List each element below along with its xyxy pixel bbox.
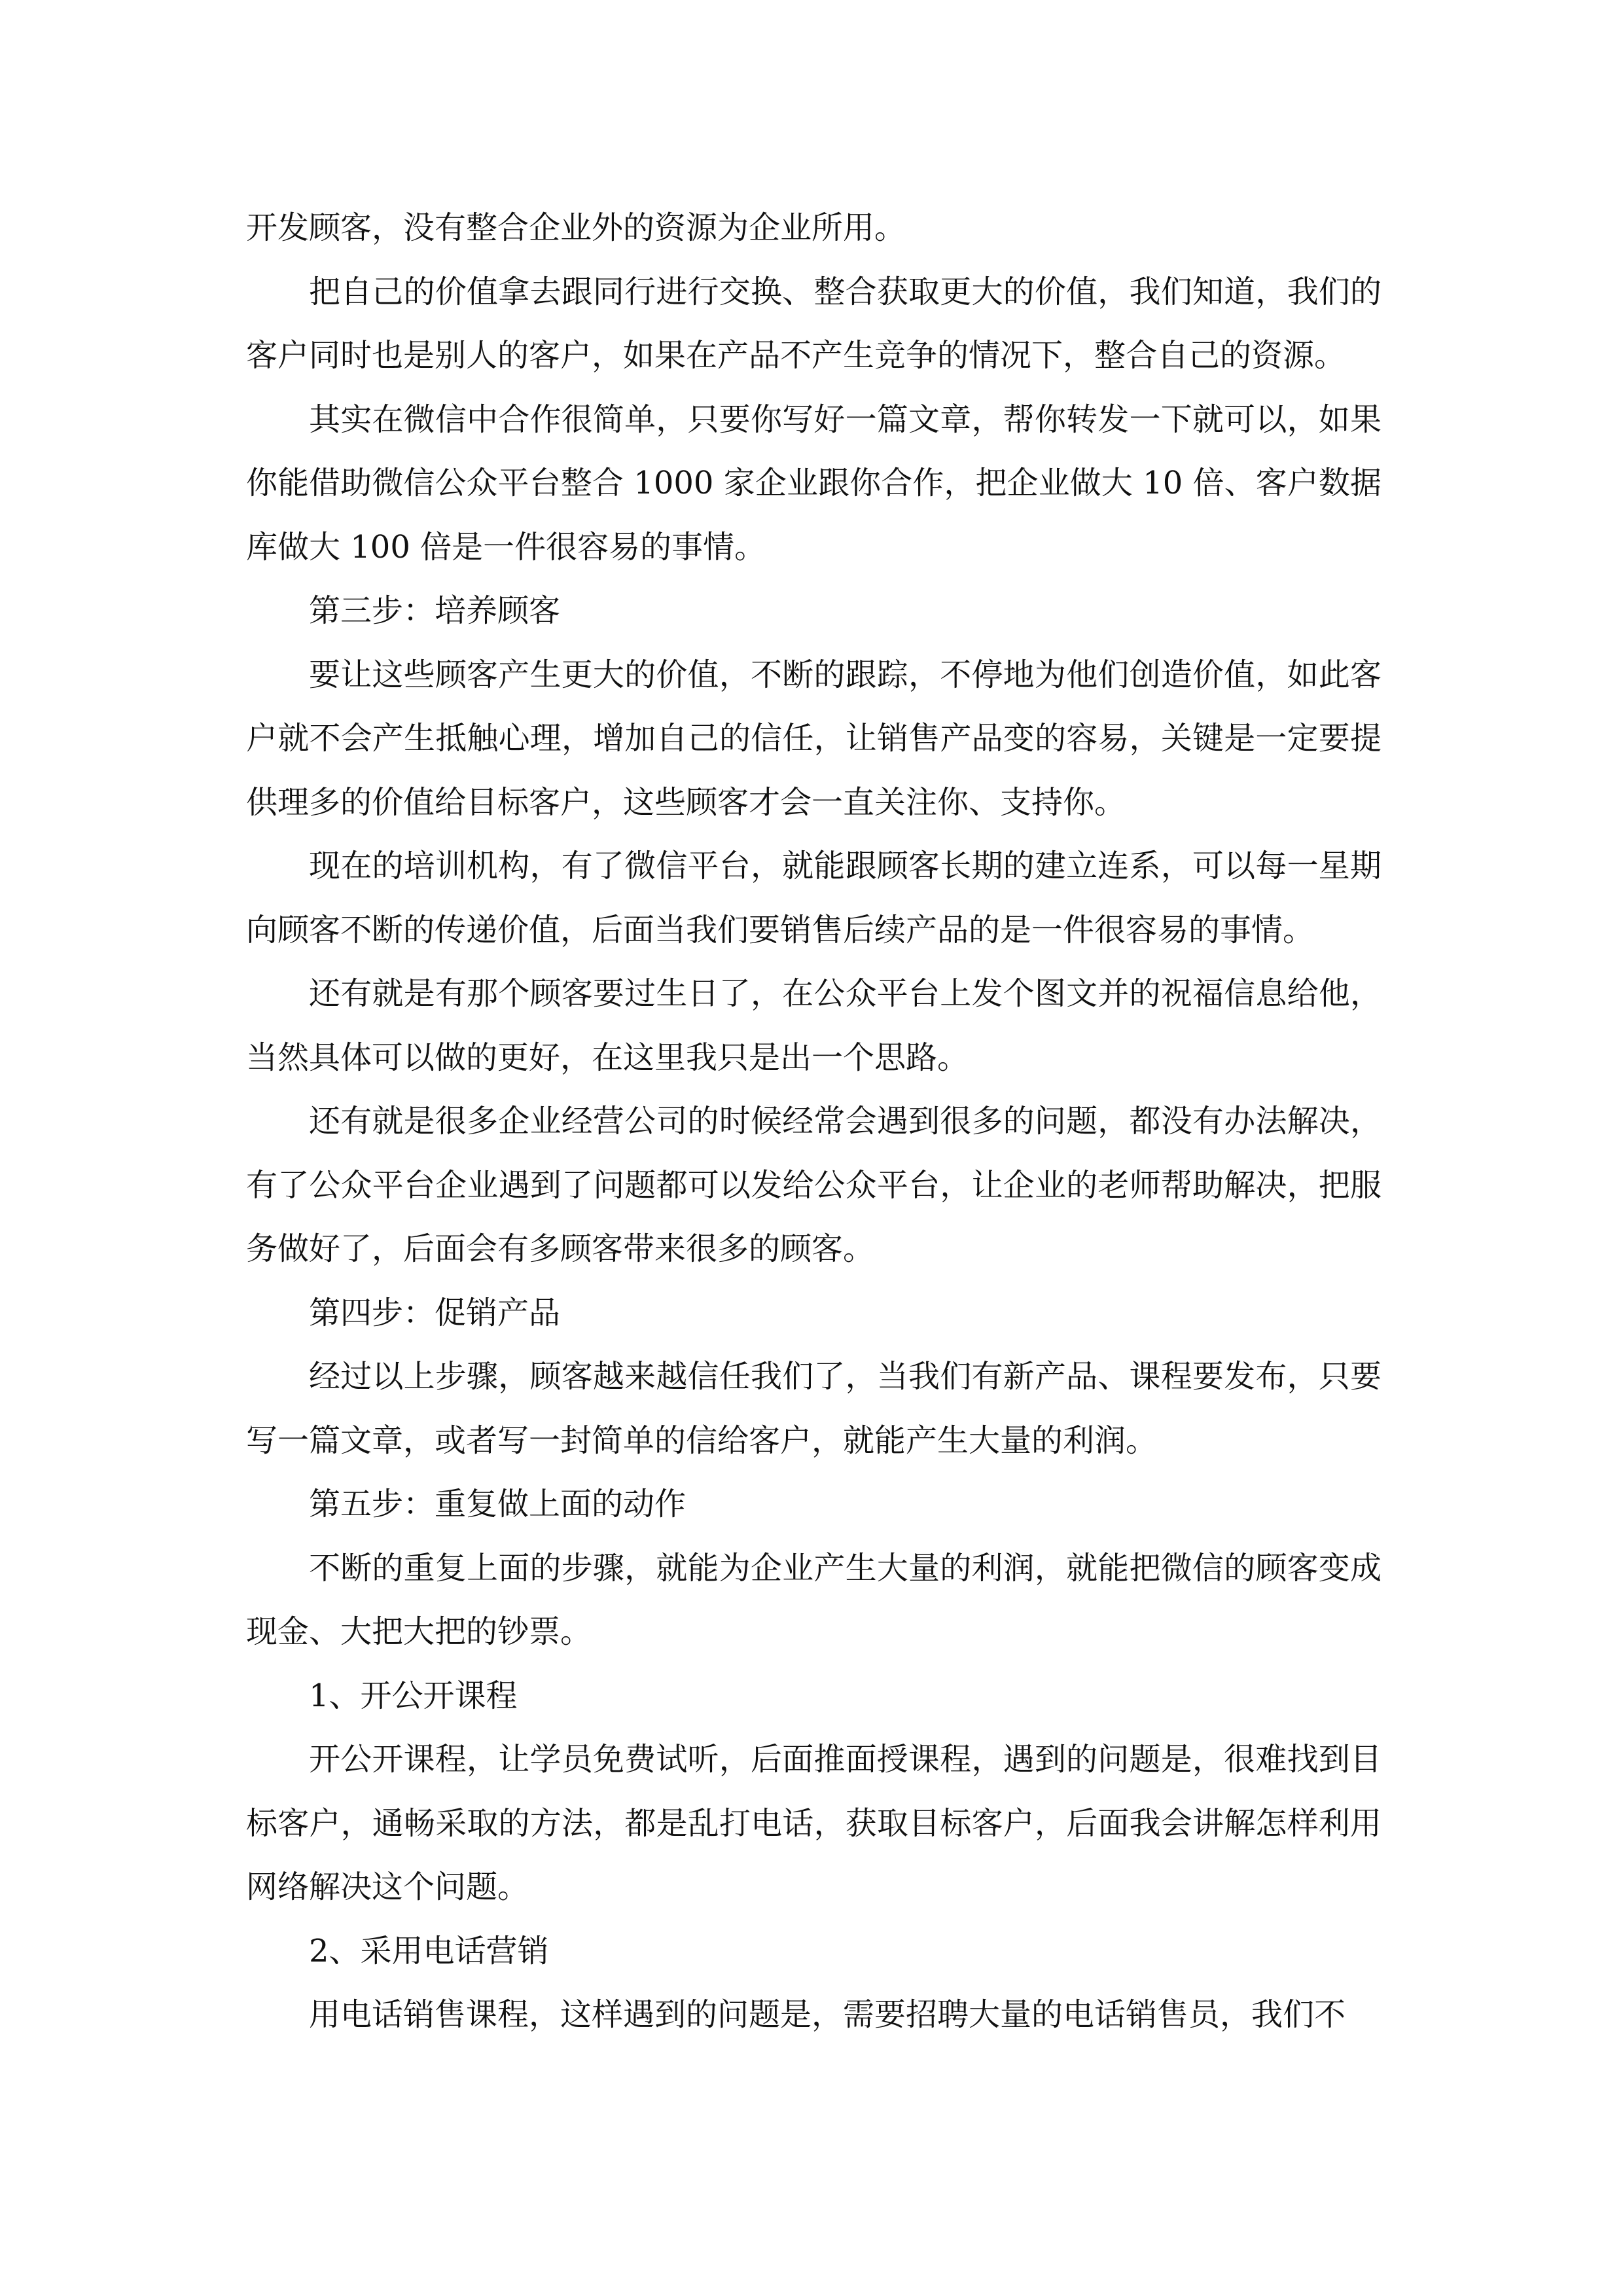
paragraph: 经过以上步骤，顾客越来越信任我们了，当我们有新产品、课程要发布，只要写一篇文章，或者写一封简单的信给客户，就能产生大量的利润。 — [246, 1358, 1382, 1459]
step-heading: 第四步：促销产品 — [309, 1294, 561, 1331]
document-body — [246, 196, 1382, 2047]
paragraph: 还有就是很多企业经营公司的时候经常会遇到很多的问题，都没有办法解决，有了公众平台企业遇到了问题都可以发给公众平台，让企业的老师帮助解决，把服务做好了，后面会有多顾客带来很多的顾客。 — [246, 1103, 1382, 1267]
paragraph: 还有就是有那个顾客要过生日了，在公众平台上发个图文并的祝福信息给他，当然具体可以做的更好，在这里我只是出一个思路。 — [246, 975, 1382, 1076]
paragraph: 现在的培训机构，有了微信平台，就能跟顾客长期的建立连系，可以每一星期向顾客不断的传递价值，后面当我们要销售后续产品的是一件很容易的事情。 — [246, 848, 1382, 948]
paragraph-continuation: 开发顾客，没有整合企业外的资源为企业所用。 — [246, 209, 906, 246]
numbered-heading: 1、开公开课程 — [309, 1677, 518, 1714]
step-heading: 第三步：培养顾客 — [309, 592, 561, 629]
paragraph: 要让这些顾客产生更大的价值，不断的跟踪，不停地为他们创造价值，如此客户就不会产生抵触心理，增加自己的信任，让销售产品变的容易，关键是一定要提供理多的价值给目标客户，这些顾客才会一直关注你、支持你。 — [246, 656, 1382, 821]
paragraph: 开公开课程，让学员免费试听，后面推面授课程，遇到的问题是，很难找到目标客户，通畅采取的方法，都是乱打电话，获取目标客户，后面我会讲解怎样利用网络解决这个问题。 — [246, 1741, 1382, 1905]
paragraph: 不断的重复上面的步骤，就能为企业产生大量的利润，就能把微信的顾客变成现金、大把大把的钞票。 — [246, 1549, 1382, 1650]
paragraph: 用电话销售课程，这样遇到的问题是，需要招聘大量的电话销售员，我们不 — [309, 1996, 1346, 2033]
paragraph: 其实在微信中合作很简单，只要你写好一篇文章，帮你转发一下就可以，如果你能借助微信公众平台整合 1000 家企业跟你合作，把企业做大 10 倍、客户数据库做大 100 倍是一件很容易的事情。 — [246, 401, 1382, 565]
step-heading: 第五步：重复做上面的动作 — [309, 1486, 687, 1522]
paragraph: 把自己的价值拿去跟同行进行交换、整合获取更大的价值，我们知道，我们的客户同时也是别人的客户，如果在产品不产生竞争的情况下，整合自己的资源。 — [246, 273, 1382, 374]
numbered-heading: 2、采用电话营销 — [309, 1932, 549, 1969]
